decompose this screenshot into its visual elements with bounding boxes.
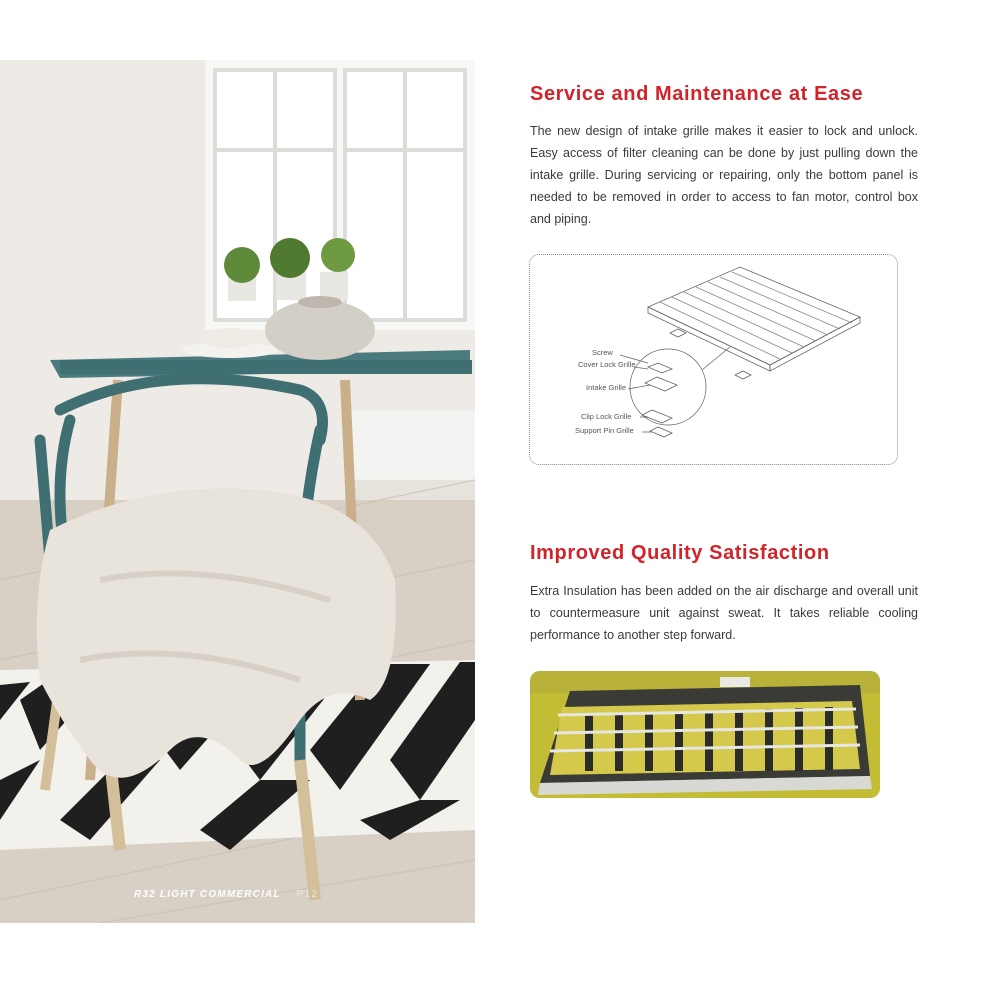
section-body-service: The new design of intake grille makes it easier to lock and unlock. Easy access of filter cleaning can be done by just pulling down the intake grille. During servicing or repairing, only the bottom panel is needed to be removed in order to access to fan motor, control box and piping. — [530, 124, 918, 226]
air-discharge-illustration — [530, 671, 880, 798]
section-body-quality: Extra Insulation has been added on the air discharge and overall unit to countermeasure unit against sweat. It takes reliable cooling performance to another step forward. — [530, 584, 918, 642]
section-title-quality: Improved Quality Satisfaction — [530, 542, 830, 564]
caption-separator: / — [286, 889, 291, 900]
interior-photo — [0, 60, 475, 923]
label-support-pin-grille: Support Pin Grille — [575, 426, 634, 435]
dining-scene-illustration — [0, 60, 475, 923]
intake-grille-diagram — [529, 254, 898, 465]
label-clip-lock-grille: Clip Lock Grille — [581, 412, 632, 421]
label-screw: Screw — [592, 348, 613, 357]
page-number: P12 — [296, 889, 319, 900]
label-cover-lock-grille: Cover Lock Grille — [578, 360, 636, 369]
footer-caption — [134, 889, 318, 900]
series-label: R32 LIGHT COMMERCIAL — [134, 889, 281, 900]
label-intake-grille: Intake Grille — [586, 383, 627, 392]
section-title-service: Service and Maintenance at Ease — [530, 83, 864, 105]
insulation-photo — [530, 671, 880, 798]
